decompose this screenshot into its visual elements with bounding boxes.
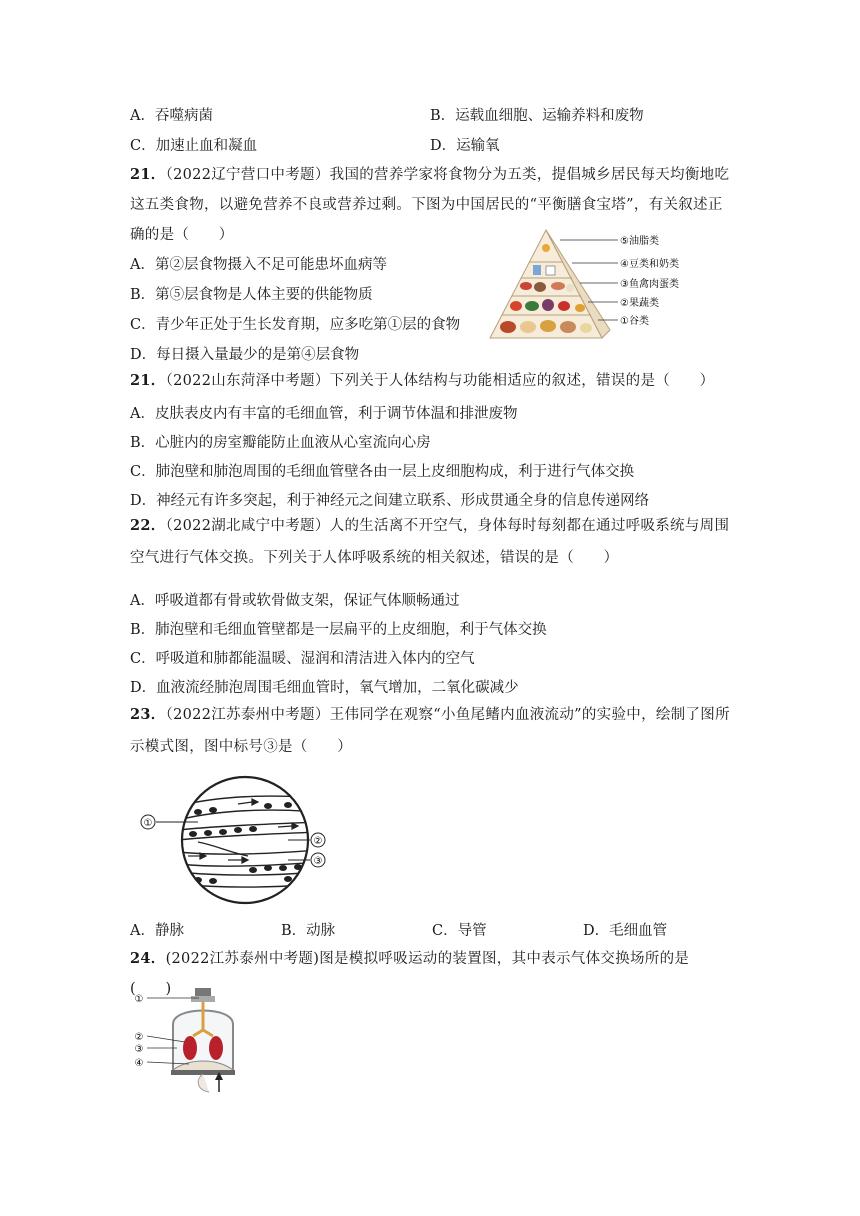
question-number: 21． — [130, 166, 166, 183]
pyramid-label-3: ③鱼禽肉蛋类 — [620, 279, 679, 290]
pyramid-label-5: ⑤油脂类 — [620, 236, 659, 247]
q23-option-d: D．毛细血管 — [583, 923, 668, 939]
q22-option-a: A．呼吸道都有骨或软骨做支架，保证气体顺畅通过 — [130, 593, 460, 609]
q20-option-b: B．运载血细胞、运输养料和废物 — [430, 108, 644, 124]
question-number: 23． — [130, 706, 166, 723]
q22-option-b: B．肺泡壁和毛细血管壁都是一层扁平的上皮细胞，利于气体交换 — [130, 622, 547, 638]
question-stem: 王伟同学在观察“小鱼尾鳍内血液流动”的实验中，绘制了图所 — [329, 707, 730, 723]
figure-label-1: ① — [143, 818, 153, 829]
question-stem: 空气进行气体交换。下列关于人体呼吸系统的相关叙述，错误的是（ ） — [130, 550, 619, 566]
q21a-option-c: C．青少年正处于生长发育期，应多吃第①层的食物 — [130, 317, 461, 333]
question-22 — [130, 510, 730, 574]
figure-label-2: ② — [313, 836, 323, 847]
q20-option-d: D．运输氧 — [430, 138, 500, 154]
question-source: （2022江苏泰州中考题） — [165, 707, 330, 723]
figure-label-1: ① — [134, 994, 144, 1005]
q20-option-a: A．吞噬病菌 — [130, 108, 213, 124]
q23-option-c: C．导管 — [432, 923, 487, 939]
question-source: （2022湖北咸宁中考题） — [165, 518, 330, 534]
question-23 — [130, 699, 730, 763]
question-stem: 下列关于人体结构与功能相适应的叙述，错误的是（ ） — [329, 373, 715, 389]
pyramid-label-1: ①谷类 — [620, 316, 649, 327]
q23-option-a: A．静脉 — [130, 923, 184, 939]
question-stem: 人的生活离不开空气，身体每时每刻都在通过呼吸系统与周围 — [329, 518, 730, 534]
q21a-option-a: A．第②层食物摄入不足可能患坏血病等 — [130, 257, 387, 273]
q21b-option-b: B．心脏内的房室瓣能防止血液从心室流向心房 — [130, 435, 431, 451]
q20-option-c: C．加速止血和凝血 — [130, 138, 258, 154]
q21a-option-d: D．每日摄入量最少的是第④层食物 — [130, 347, 360, 363]
pyramid-label-4: ④豆类和奶类 — [620, 259, 679, 270]
blood-flow-figure — [138, 772, 338, 912]
figure-label-2: ② — [134, 1032, 144, 1043]
q21b-option-a: A．皮肤表皮内有丰富的毛细血管，利于调节体温和排泄废物 — [130, 406, 518, 422]
figure-label-3: ③ — [134, 1044, 144, 1055]
q23-option-b: B．动脉 — [281, 923, 336, 939]
q21b-option-d: D．神经元有许多突起，利于神经元之间建立联系、形成贯通全身的信息传递网络 — [130, 493, 650, 509]
q22-option-d: D．血液流经肺泡周围毛细血管时，氧气增加，二氧化碳减少 — [130, 680, 519, 696]
q21a-option-b: B．第⑤层食物是人体主要的供能物质 — [130, 287, 373, 303]
question-number: 24． — [130, 950, 166, 967]
q21b-option-c: C．肺泡壁和肺泡周围的毛细血管壁各由一层上皮细胞构成，利于进行气体交换 — [130, 464, 635, 480]
figure-label-3: ③ — [313, 856, 323, 867]
figure-label-4: ④ — [134, 1058, 144, 1069]
pyramid-label-2: ②果蔬类 — [620, 298, 659, 309]
question-stem: 这五类食物，以避免营养不良或营养过剩。下图为中国居民的“平衡膳食宝塔”，有关叙述正 — [130, 197, 723, 213]
question-stem: 我国的营养学家将食物分为五类，提倡城乡居民每天均衡地吃 — [329, 167, 730, 183]
question-number: 22． — [130, 517, 166, 534]
question-21b — [130, 366, 730, 396]
question-source: (2022江苏泰州中考题) — [165, 951, 320, 967]
q22-option-c: C．呼吸道和肺都能温暖、湿润和清洁进入体内的空气 — [130, 651, 475, 667]
question-source: （2022辽宁营口中考题） — [165, 167, 330, 183]
question-number: 21． — [130, 372, 166, 389]
question-stem: 确的是（ ） — [130, 227, 234, 243]
food-pyramid-figure — [488, 226, 698, 344]
breathing-model-figure — [133, 984, 253, 1094]
question-stem: 示模式图，图中标号③是（ ） — [130, 739, 352, 755]
question-source: （2022山东菏泽中考题） — [165, 373, 330, 389]
question-stem: 图是模拟呼吸运动的装置图，其中表示气体交换场所的是( ) — [130, 951, 690, 997]
